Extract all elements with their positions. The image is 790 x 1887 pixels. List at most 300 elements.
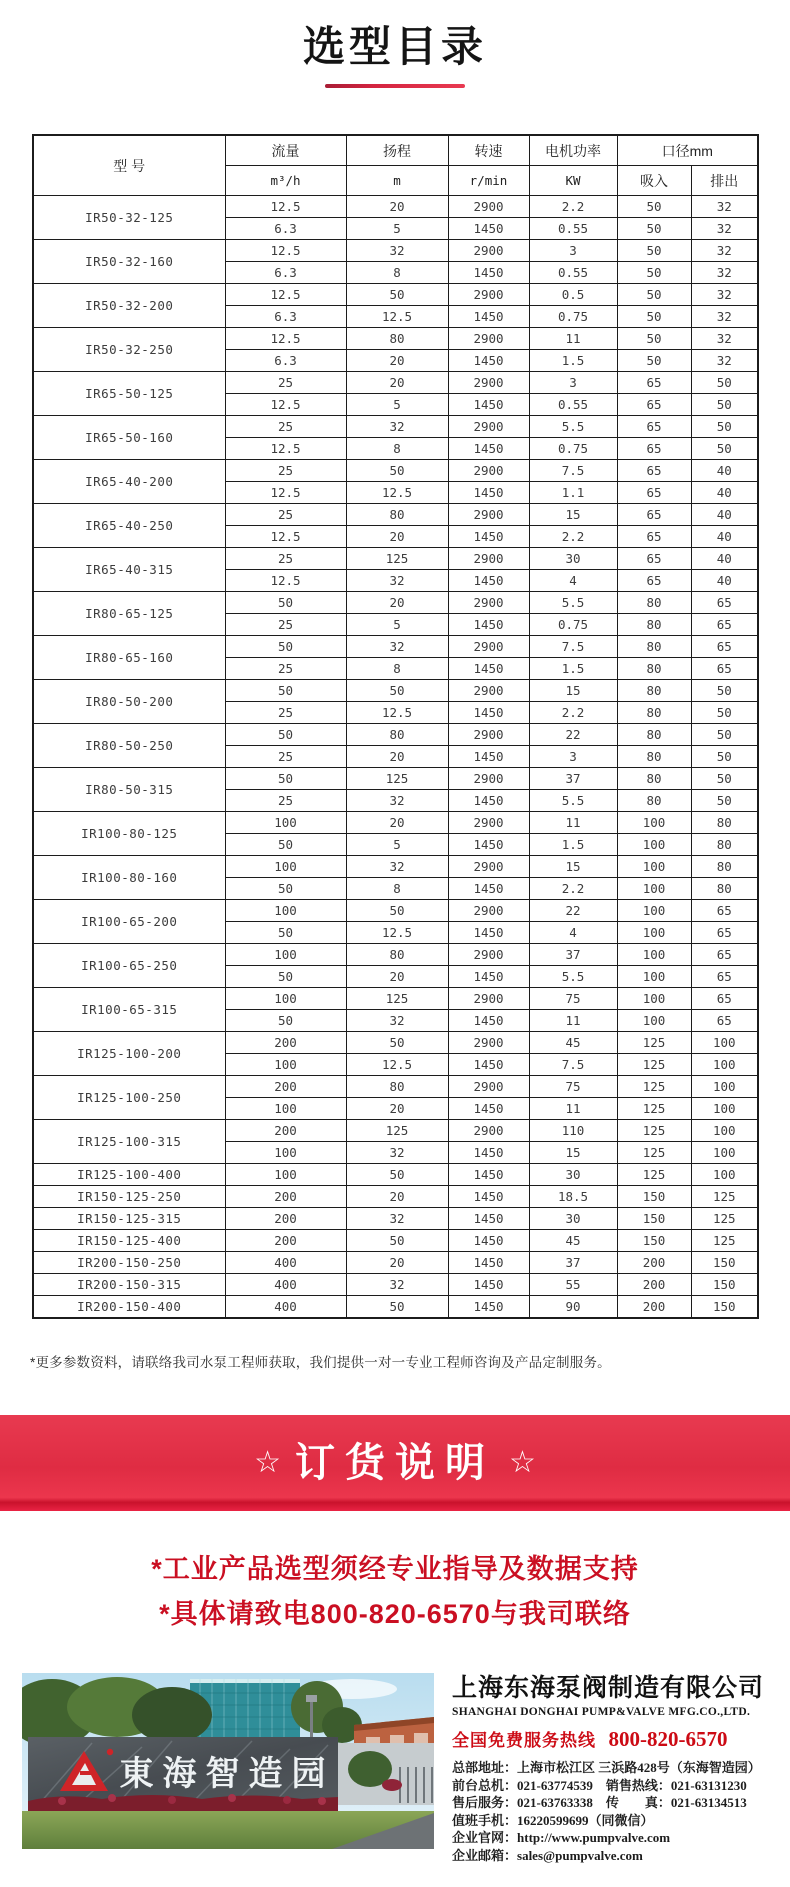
value-cell: 32 <box>691 328 758 350</box>
contact-line <box>452 1759 790 1777</box>
model-cell: IR100-80-160 <box>33 856 225 900</box>
value-cell: 90 <box>529 1296 617 1319</box>
value-cell: 80 <box>346 328 448 350</box>
value-cell: 100 <box>225 1098 346 1120</box>
value-cell: 50 <box>225 768 346 790</box>
catalog-page <box>0 14 790 1864</box>
value-cell: 100 <box>225 1142 346 1164</box>
model-cell: IR65-50-160 <box>33 416 225 460</box>
table-row <box>33 900 758 922</box>
value-cell: 100 <box>617 922 691 944</box>
value-cell: 80 <box>617 592 691 614</box>
value-cell: 100 <box>617 856 691 878</box>
contact-line <box>452 1794 790 1812</box>
value-cell: 65 <box>617 482 691 504</box>
value-cell: 65 <box>691 944 758 966</box>
value-cell: 1450 <box>448 1230 529 1252</box>
value-cell: 50 <box>691 416 758 438</box>
value-cell: 5 <box>346 614 448 636</box>
value-cell: 125 <box>691 1208 758 1230</box>
value-cell: 1450 <box>448 790 529 812</box>
value-cell: 1450 <box>448 966 529 988</box>
model-cell: IR80-50-250 <box>33 724 225 768</box>
value-cell: 50 <box>346 1230 448 1252</box>
table-row <box>33 988 758 1010</box>
table-row <box>33 284 758 306</box>
gate-area <box>338 1743 434 1805</box>
value-cell: 2900 <box>448 372 529 394</box>
notice-line-2: *具体请致电800-820-6570与我司联络 <box>159 1599 631 1630</box>
value-cell: 25 <box>225 658 346 680</box>
value-cell: 100 <box>617 834 691 856</box>
table-header <box>33 135 758 196</box>
value-cell: 2900 <box>448 1120 529 1142</box>
value-cell: 100 <box>225 1054 346 1076</box>
model-cell: IR100-65-200 <box>33 900 225 944</box>
value-cell: 1.5 <box>529 350 617 372</box>
model-cell: IR125-100-400 <box>33 1164 225 1186</box>
model-cell: IR100-80-125 <box>33 812 225 856</box>
table-row <box>33 856 758 878</box>
model-cell: IR50-32-125 <box>33 196 225 240</box>
col-power: 电机功率 <box>529 135 617 166</box>
value-cell: 200 <box>617 1296 691 1319</box>
value-cell: 2900 <box>448 416 529 438</box>
hotline-label: 全国免费服务热线 <box>452 1731 596 1751</box>
banner-title: 订货说明 <box>295 1441 495 1485</box>
value-cell: 100 <box>617 878 691 900</box>
company-info <box>452 1673 790 1865</box>
table-row <box>33 592 758 614</box>
value-cell: 50 <box>225 636 346 658</box>
col-suction: 吸入 <box>617 166 691 196</box>
value-cell: 40 <box>691 548 758 570</box>
table-row <box>33 1208 758 1230</box>
value-cell: 5.5 <box>529 592 617 614</box>
value-cell: 80 <box>346 944 448 966</box>
contact-label: 企业官网： <box>452 1830 518 1846</box>
contact-value: 021-63131230 <box>670 1777 747 1793</box>
value-cell: 50 <box>691 724 758 746</box>
contact-line <box>452 1812 790 1830</box>
table-row <box>33 944 758 966</box>
value-cell: 2.2 <box>529 196 617 218</box>
value-cell: 30 <box>529 1208 617 1230</box>
model-cell: IR200-150-400 <box>33 1296 225 1319</box>
value-cell: 25 <box>225 416 346 438</box>
value-cell: 65 <box>617 460 691 482</box>
value-cell: 200 <box>225 1208 346 1230</box>
value-cell: 2900 <box>448 856 529 878</box>
value-cell: 100 <box>225 856 346 878</box>
value-cell: 80 <box>617 746 691 768</box>
contact-line <box>452 1847 790 1865</box>
value-cell: 150 <box>691 1252 758 1274</box>
model-cell: IR100-65-315 <box>33 988 225 1032</box>
value-cell: 50 <box>617 306 691 328</box>
value-cell: 22 <box>529 900 617 922</box>
value-cell: 80 <box>617 768 691 790</box>
value-cell: 125 <box>617 1098 691 1120</box>
value-cell: 2900 <box>448 1076 529 1098</box>
value-cell: 6.3 <box>225 262 346 284</box>
value-cell: 20 <box>346 1186 448 1208</box>
value-cell: 32 <box>691 262 758 284</box>
value-cell: 125 <box>346 768 448 790</box>
value-cell: 65 <box>617 438 691 460</box>
col-diameter: 口径mm <box>617 135 758 166</box>
model-cell: IR125-100-250 <box>33 1076 225 1120</box>
model-cell: IR200-150-250 <box>33 1252 225 1274</box>
value-cell: 40 <box>691 504 758 526</box>
value-cell: 32 <box>691 196 758 218</box>
value-cell: 12.5 <box>225 196 346 218</box>
value-cell: 5 <box>346 834 448 856</box>
value-cell: 0.5 <box>529 284 617 306</box>
value-cell: 1450 <box>448 394 529 416</box>
model-cell: IR125-100-200 <box>33 1032 225 1076</box>
value-cell: 12.5 <box>225 240 346 262</box>
table-row <box>33 812 758 834</box>
model-cell: IR65-40-315 <box>33 548 225 592</box>
table-row <box>33 416 758 438</box>
contact-value: http://www.pumpvalve.com <box>517 1830 671 1846</box>
value-cell: 75 <box>529 988 617 1010</box>
value-cell: 12.5 <box>346 702 448 724</box>
value-cell: 20 <box>346 1098 448 1120</box>
table-row <box>33 504 758 526</box>
value-cell: 32 <box>346 1010 448 1032</box>
value-cell: 50 <box>346 1032 448 1054</box>
contact-value: sales@pumpvalve.com <box>517 1847 643 1863</box>
value-cell: 2900 <box>448 592 529 614</box>
value-cell: 65 <box>617 394 691 416</box>
value-cell: 5 <box>346 394 448 416</box>
value-cell: 32 <box>346 636 448 658</box>
selection-table <box>32 134 759 1319</box>
value-cell: 100 <box>691 1142 758 1164</box>
value-cell: 4 <box>529 922 617 944</box>
value-cell: 2900 <box>448 460 529 482</box>
value-cell: 125 <box>691 1230 758 1252</box>
contact-label: 企业邮箱： <box>452 1847 518 1863</box>
value-cell: 20 <box>346 196 448 218</box>
value-cell: 45 <box>529 1032 617 1054</box>
value-cell: 2900 <box>448 944 529 966</box>
table-row <box>33 636 758 658</box>
value-cell: 100 <box>225 944 346 966</box>
value-cell: 2900 <box>448 504 529 526</box>
title-underline <box>325 84 465 88</box>
value-cell: 2900 <box>448 548 529 570</box>
value-cell: 65 <box>691 1010 758 1032</box>
value-cell: 1450 <box>448 1010 529 1032</box>
table-row <box>33 328 758 350</box>
value-cell: 2900 <box>448 284 529 306</box>
value-cell: 25 <box>225 504 346 526</box>
value-cell: 12.5 <box>225 526 346 548</box>
value-cell: 100 <box>617 900 691 922</box>
value-cell: 200 <box>225 1032 346 1054</box>
value-cell: 11 <box>529 812 617 834</box>
table-row <box>33 1120 758 1142</box>
contact-label: 传 真： <box>605 1795 671 1811</box>
value-cell: 125 <box>691 1186 758 1208</box>
value-cell: 65 <box>691 636 758 658</box>
value-cell: 15 <box>529 856 617 878</box>
value-cell: 100 <box>225 1164 346 1186</box>
value-cell: 50 <box>691 372 758 394</box>
value-cell: 7.5 <box>529 636 617 658</box>
table-row <box>33 372 758 394</box>
table-row <box>33 1032 758 1054</box>
model-cell: IR100-65-250 <box>33 944 225 988</box>
value-cell: 20 <box>346 812 448 834</box>
col-model: 型 号 <box>33 135 225 196</box>
value-cell: 1450 <box>448 262 529 284</box>
value-cell: 32 <box>346 416 448 438</box>
value-cell: 50 <box>617 240 691 262</box>
value-cell: 0.55 <box>529 218 617 240</box>
company-name-en: SHANGHAI DONGHAI PUMP&VALVE MFG.CO.,LTD. <box>452 1706 751 1719</box>
value-cell: 100 <box>691 1120 758 1142</box>
model-cell: IR80-65-160 <box>33 636 225 680</box>
value-cell: 100 <box>225 900 346 922</box>
value-cell: 50 <box>225 922 346 944</box>
value-cell: 12.5 <box>346 482 448 504</box>
value-cell: 1450 <box>448 1098 529 1120</box>
value-cell: 65 <box>617 372 691 394</box>
value-cell: 50 <box>225 966 346 988</box>
table-row <box>33 460 758 482</box>
value-cell: 32 <box>346 790 448 812</box>
value-cell: 50 <box>691 746 758 768</box>
sign-wall <box>28 1737 338 1807</box>
value-cell: 32 <box>691 284 758 306</box>
company-name: 上海东海泵阀制造有限公司 <box>452 1673 765 1702</box>
model-cell: IR80-65-125 <box>33 592 225 636</box>
value-cell: 12.5 <box>346 1054 448 1076</box>
model-cell: IR125-100-315 <box>33 1120 225 1164</box>
value-cell: 65 <box>691 614 758 636</box>
value-cell: 200 <box>225 1076 346 1098</box>
value-cell: 125 <box>617 1164 691 1186</box>
value-cell: 18.5 <box>529 1186 617 1208</box>
value-cell: 12.5 <box>346 922 448 944</box>
value-cell: 100 <box>691 1098 758 1120</box>
value-cell: 20 <box>346 746 448 768</box>
value-cell: 55 <box>529 1274 617 1296</box>
value-cell: 25 <box>225 372 346 394</box>
value-cell: 50 <box>225 834 346 856</box>
table-footnote: *更多参数资料，请联络我司水泵工程师获取，我们提供一对一专业工程师咨询及产品定制服务。 <box>30 1355 611 1370</box>
contact-value: 16220599699（同微信） <box>517 1812 654 1828</box>
hotline-number: 800-820-6570 <box>608 1727 728 1752</box>
value-cell: 50 <box>346 460 448 482</box>
table-row <box>33 1230 758 1252</box>
value-cell: 400 <box>225 1274 346 1296</box>
contact-label: 总部地址： <box>452 1760 518 1776</box>
value-cell: 2900 <box>448 196 529 218</box>
value-cell: 20 <box>346 966 448 988</box>
value-cell: 110 <box>529 1120 617 1142</box>
value-cell: 3 <box>529 746 617 768</box>
value-cell: 50 <box>617 328 691 350</box>
value-cell: 100 <box>617 944 691 966</box>
value-cell: 150 <box>617 1208 691 1230</box>
value-cell: 50 <box>691 790 758 812</box>
value-cell: 100 <box>691 1076 758 1098</box>
value-cell: 80 <box>617 680 691 702</box>
value-cell: 8 <box>346 262 448 284</box>
value-cell: 2900 <box>448 724 529 746</box>
value-cell: 200 <box>617 1252 691 1274</box>
value-cell: 80 <box>617 790 691 812</box>
value-cell: 80 <box>617 636 691 658</box>
value-cell: 150 <box>691 1296 758 1319</box>
value-cell: 1450 <box>448 878 529 900</box>
value-cell: 12.5 <box>225 438 346 460</box>
value-cell: 30 <box>529 1164 617 1186</box>
table-body <box>33 196 758 1319</box>
col-speed-unit: r/min <box>448 166 529 196</box>
table-row <box>33 240 758 262</box>
value-cell: 50 <box>346 1164 448 1186</box>
value-cell: 5 <box>346 218 448 240</box>
value-cell: 4 <box>529 570 617 592</box>
contact-value: 上海市松江区 三浜路428号（东海智造园） <box>517 1760 761 1776</box>
value-cell: 40 <box>691 460 758 482</box>
value-cell: 50 <box>225 680 346 702</box>
col-flow-unit: m³/h <box>225 166 346 196</box>
value-cell: 7.5 <box>529 460 617 482</box>
star-icon-left: ☆ <box>254 1446 281 1479</box>
value-cell: 40 <box>691 482 758 504</box>
value-cell: 50 <box>691 680 758 702</box>
value-cell: 1450 <box>448 1208 529 1230</box>
value-cell: 65 <box>691 658 758 680</box>
value-cell: 1450 <box>448 1274 529 1296</box>
value-cell: 5.5 <box>529 416 617 438</box>
value-cell: 75 <box>529 1076 617 1098</box>
value-cell: 1450 <box>448 350 529 372</box>
table-row <box>33 724 758 746</box>
value-cell: 8 <box>346 878 448 900</box>
contact-line <box>452 1829 790 1847</box>
value-cell: 50 <box>617 262 691 284</box>
value-cell: 1450 <box>448 526 529 548</box>
value-cell: 65 <box>617 570 691 592</box>
page-title: 选型目录 <box>302 23 487 70</box>
value-cell: 65 <box>691 922 758 944</box>
model-cell: IR65-50-125 <box>33 372 225 416</box>
table-row <box>33 768 758 790</box>
model-cell: IR80-50-200 <box>33 680 225 724</box>
value-cell: 125 <box>346 988 448 1010</box>
value-cell: 50 <box>346 900 448 922</box>
value-cell: 12.5 <box>225 328 346 350</box>
value-cell: 125 <box>346 1120 448 1142</box>
value-cell: 15 <box>529 504 617 526</box>
value-cell: 80 <box>346 504 448 526</box>
contact-label: 售后服务： <box>452 1795 518 1811</box>
value-cell: 32 <box>346 1142 448 1164</box>
model-cell: IR65-40-200 <box>33 460 225 504</box>
value-cell: 5.5 <box>529 966 617 988</box>
contact-value: 021-63774539 <box>517 1777 593 1793</box>
value-cell: 40 <box>691 526 758 548</box>
value-cell: 0.55 <box>529 262 617 284</box>
value-cell: 5.5 <box>529 790 617 812</box>
value-cell: 125 <box>617 1076 691 1098</box>
table-row <box>33 680 758 702</box>
value-cell: 2900 <box>448 900 529 922</box>
table-row <box>33 1252 758 1274</box>
value-cell: 0.75 <box>529 306 617 328</box>
value-cell: 15 <box>529 1142 617 1164</box>
model-cell: IR50-32-200 <box>33 284 225 328</box>
value-cell: 50 <box>225 592 346 614</box>
value-cell: 150 <box>617 1230 691 1252</box>
value-cell: 20 <box>346 526 448 548</box>
value-cell: 80 <box>346 1076 448 1098</box>
value-cell: 2.2 <box>529 878 617 900</box>
col-speed: 转速 <box>448 135 529 166</box>
table-row <box>33 1076 758 1098</box>
table-row <box>33 1164 758 1186</box>
company-section <box>0 1673 790 1865</box>
model-cell: IR150-125-250 <box>33 1186 225 1208</box>
value-cell: 32 <box>691 240 758 262</box>
value-cell: 400 <box>225 1252 346 1274</box>
value-cell: 100 <box>617 1010 691 1032</box>
value-cell: 200 <box>225 1230 346 1252</box>
value-cell: 150 <box>617 1186 691 1208</box>
factory-photo <box>22 1673 434 1849</box>
star-icon-right: ☆ <box>509 1446 536 1479</box>
model-cell: IR65-40-250 <box>33 504 225 548</box>
value-cell: 1450 <box>448 614 529 636</box>
value-cell: 6.3 <box>225 350 346 372</box>
value-cell: 1450 <box>448 746 529 768</box>
model-cell: IR200-150-315 <box>33 1274 225 1296</box>
value-cell: 0.55 <box>529 394 617 416</box>
value-cell: 50 <box>346 284 448 306</box>
value-cell: 1450 <box>448 1164 529 1186</box>
value-cell: 80 <box>617 702 691 724</box>
col-discharge: 排出 <box>691 166 758 196</box>
value-cell: 25 <box>225 460 346 482</box>
value-cell: 50 <box>346 1296 448 1319</box>
sign-text: 東海智造园 <box>119 1754 335 1793</box>
model-cell: IR150-125-400 <box>33 1230 225 1252</box>
value-cell: 65 <box>691 966 758 988</box>
value-cell: 80 <box>691 878 758 900</box>
value-cell: 125 <box>617 1142 691 1164</box>
value-cell: 2900 <box>448 988 529 1010</box>
model-cell: IR150-125-315 <box>33 1208 225 1230</box>
contact-line <box>452 1777 790 1795</box>
col-power-unit: KW <box>529 166 617 196</box>
value-cell: 25 <box>225 790 346 812</box>
table-row <box>33 1274 758 1296</box>
value-cell: 12.5 <box>346 306 448 328</box>
value-cell: 100 <box>691 1032 758 1054</box>
value-cell: 50 <box>617 284 691 306</box>
value-cell: 1450 <box>448 834 529 856</box>
value-cell: 200 <box>225 1186 346 1208</box>
value-cell: 50 <box>617 218 691 240</box>
